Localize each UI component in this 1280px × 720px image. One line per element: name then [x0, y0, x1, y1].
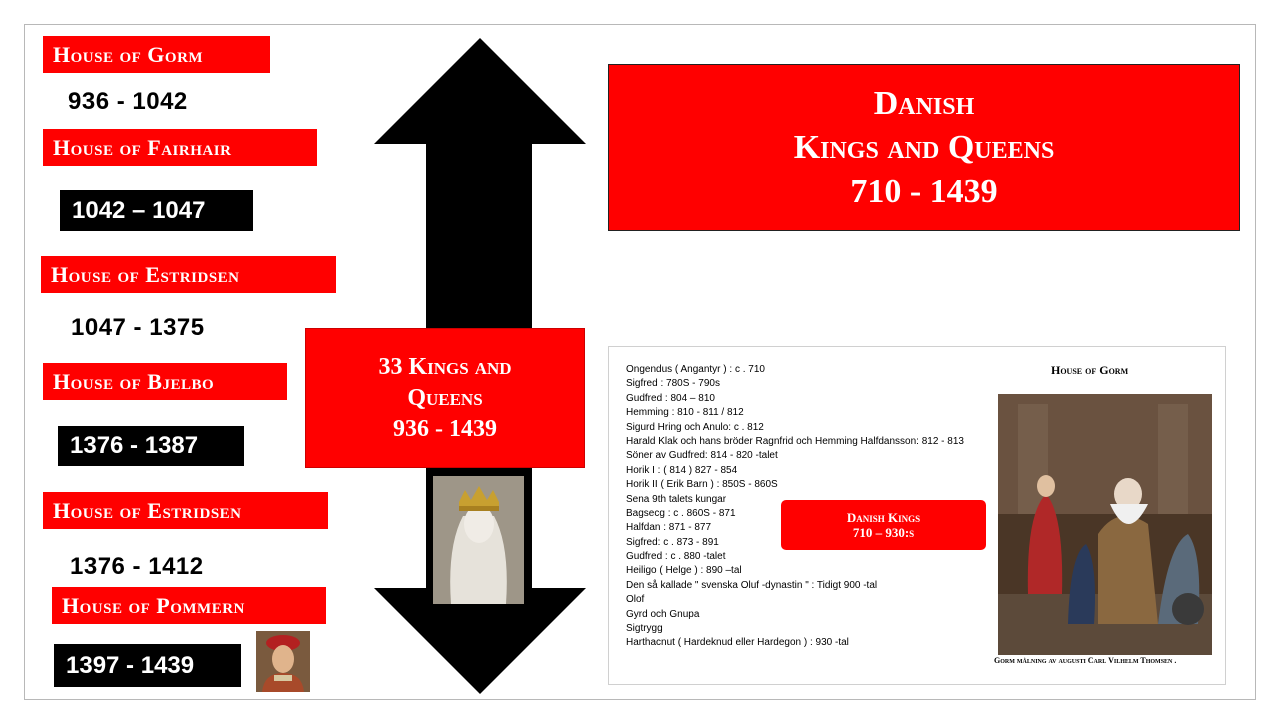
- embedded-slide: [608, 346, 1226, 685]
- list-item: Heiligo ( Helge ) : 890 –tal: [626, 565, 742, 577]
- list-item: Ongendus ( Angantyr ) : c . 710: [626, 364, 765, 375]
- badge-line-1: Danish Kings: [846, 510, 921, 525]
- title-line-3: 710 - 1439: [850, 172, 998, 210]
- list-item: Gudfred : c . 880 -talet: [626, 551, 726, 563]
- title-line-1: Danish: [873, 84, 975, 122]
- danish-kings-badge: [781, 500, 986, 550]
- years-pommern: 1397 - 1439: [54, 644, 241, 687]
- house-label-estridsen-1: House of Estridsen: [41, 256, 336, 293]
- list-item: Sigfred: c . 873 - 891: [626, 536, 719, 548]
- list-item: Bagsecg : c . 860S - 871: [626, 507, 736, 519]
- list-item: Harthacnut ( Hardeknud eller Hardegon ) : 930 -tal: [626, 637, 849, 649]
- center-line-2: Queens: [407, 384, 483, 411]
- main-title-box: [608, 64, 1240, 231]
- house-label-fairhair: House of Fairhair: [43, 129, 317, 166]
- title-line-2: Kings and Queens: [793, 128, 1055, 166]
- list-item: Halfdan : 871 - 877: [626, 522, 712, 534]
- list-item: Horik I : ( 814 ) 827 - 854: [626, 464, 738, 476]
- gorm-painting-image: [998, 394, 1212, 655]
- painting-caption: Gorm målning av augusti Carl Vilhelm Thomsen .: [994, 656, 1177, 665]
- center-summary-box: [305, 328, 585, 468]
- list-item: Den så kallade " svenska Oluf -dynastin " : Tidigt 900 -tal: [626, 579, 878, 591]
- list-item: Gyrd och Gnupa: [626, 608, 700, 620]
- slide-heading: House of Gorm: [1051, 363, 1129, 377]
- list-item: Olof: [626, 594, 645, 606]
- years-fairhair: 1042 – 1047: [60, 190, 253, 231]
- list-item: Horik II ( Erik Barn ) : 850S - 860S: [626, 479, 778, 491]
- queen-statue-image: [433, 476, 524, 604]
- badge-line-2: 710 – 930:s: [852, 525, 915, 540]
- list-item: Harald Klak och hans bröder Ragnfrid och Hemming Halfdansson: 812 - 813: [626, 435, 964, 447]
- list-item: Hemming : 810 - 811 / 812: [626, 407, 744, 419]
- list-item: Sigurd Hring och Anulo: c . 812: [626, 421, 764, 433]
- center-line-1: 33 Kings and: [378, 353, 512, 380]
- list-item: Söner av Gudfred: 814 - 820 -talet: [626, 450, 778, 462]
- years-bjelbo: 1376 - 1387: [58, 426, 244, 466]
- house-label-gorm: House of Gorm: [43, 36, 270, 73]
- years-gorm: 936 - 1042: [68, 88, 188, 115]
- list-item: Sigfred : 780S - 790s: [626, 378, 720, 390]
- house-label-bjelbo: House of Bjelbo: [43, 363, 287, 400]
- house-label-estridsen-2: House of Estridsen: [43, 492, 328, 529]
- list-item: Gudfred : 804 – 810: [626, 392, 715, 404]
- years-estridsen-1: 1047 - 1375: [71, 314, 205, 341]
- years-estridsen-2: 1376 - 1412: [70, 553, 204, 580]
- pommern-portrait-image: [256, 631, 310, 692]
- list-item: Sigtrygg: [626, 623, 663, 635]
- center-line-3: 936 - 1439: [393, 415, 497, 442]
- list-item: Sena 9th talets kungar: [626, 493, 727, 505]
- house-label-pommern: House of Pommern: [52, 587, 326, 624]
